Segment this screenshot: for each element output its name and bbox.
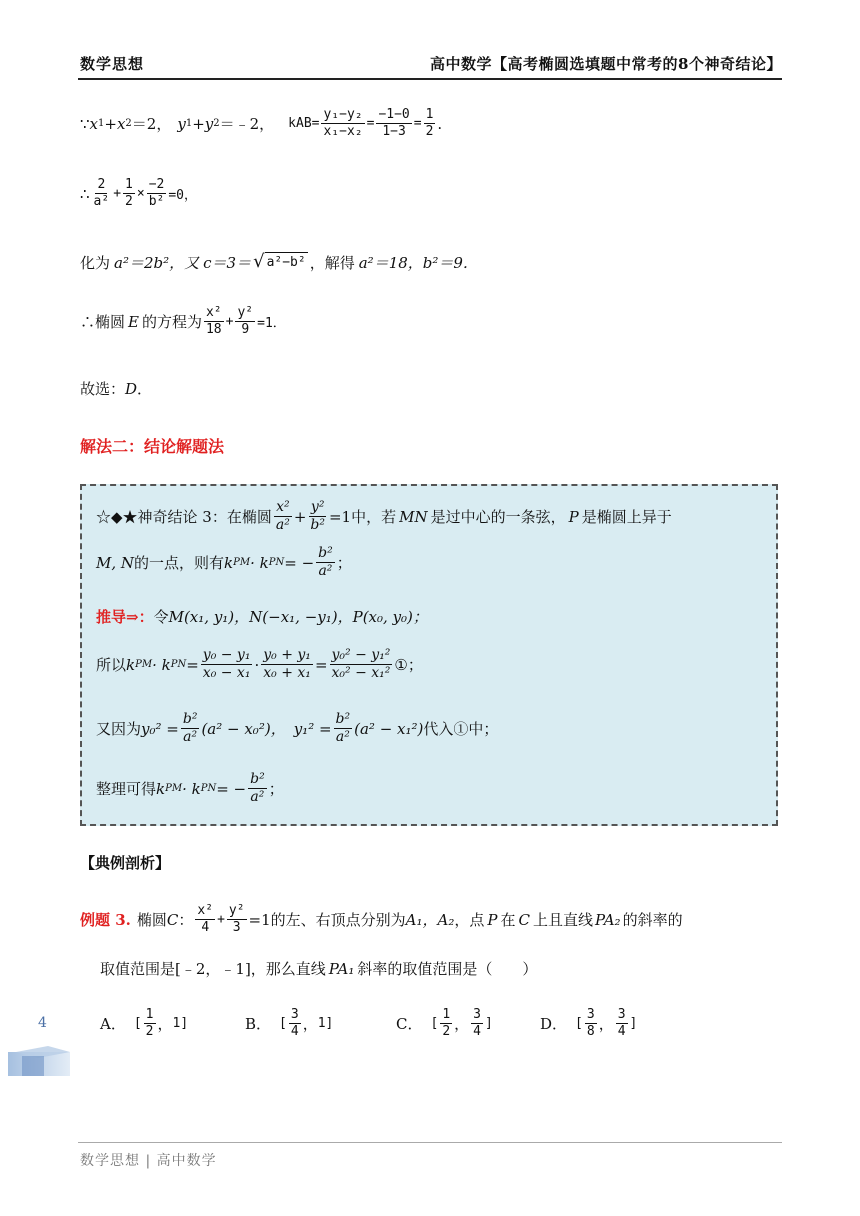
page-corner-decoration [8, 1046, 70, 1080]
solution-line-4: ∴椭圆 E 的方程为 $\frac{\text{x²}}{18}$ + $\frac{\text{y²}}{9}$ =1． [80, 305, 286, 338]
option-a[interactable]: A． [ $\frac{1}{2}$ ， 1 ] [100, 1007, 189, 1040]
option-c[interactable]: C． [ $\frac{1}{2}$ ， $\frac{3}{4}$ ] [396, 1007, 493, 1040]
solution-line-5: 故选： D ． [80, 379, 153, 398]
option-b[interactable]: B． [ $\frac{3}{4}$ ， 1 ] [245, 1007, 334, 1040]
box-row-6: 整理可得 k PM · k PN = − $\frac{\text{b²}}{\text{a²}}$ ； [96, 771, 284, 806]
sqrt-expression: √ a²−b² [253, 251, 306, 272]
because-symbol: ∵ [80, 114, 90, 133]
page-number: 4 [38, 1015, 47, 1031]
footer-divider [78, 1142, 782, 1143]
box-row-5: 又因为 y₀² = $\frac{\text{b²}}{\text{a²}}$ (a² − x₀²)， y₁² = $\frac{\text{b²}}{\text{a²}}$ (a² − x₁²) 代入①中； [96, 711, 499, 746]
footer-text: 数学思想 | 高中数学 [80, 1153, 217, 1169]
solution-line-3: 化为 a²＝2b²，又 c＝3＝ √ a²−b² ，解得 a²＝18，b²＝9． [80, 251, 478, 272]
header-left: 数学思想 [80, 55, 145, 73]
example-line-1: 例题 3. 椭圆 C ： $\frac{\text{x²}}{4}$ + $\frac{\text{y²}}{3}$ =1的左、右顶点分别为 A₁，A₂ ，点 P 在 C 上且直线 PA₂ 的斜率的 [80, 903, 683, 936]
box-row-1: ☆◆★神奇结论 3：在椭圆 $\frac{\text{x²}}{\text{a²}}$ + $\frac{\text{y²}}{\text{b²}}$ =1中，若 MN 是过中心的一条弦， P 是椭圆上异于 [96, 499, 672, 534]
box-row-2: M, N 的一点，则有 k PM · k PN = − $\frac{\text{b²}}{\text{a²}}$ ； [96, 545, 352, 580]
example-label: 例题 3. [80, 911, 131, 930]
header-right: 高中数学【高考椭圆选填题中常考的8个神奇结论】 [430, 55, 782, 73]
solution-line-2: ∴ $\frac{2}{\text{a²}}$ + $\frac{1}{2}$ × $\frac{-2}{\text{b²}}$ =0， [80, 177, 197, 210]
box-row-4: 所以 k PM · k PN = $\frac{\text{y₀ − y₁}}{\text{x₀ − x₁}}$ · $\frac{\text{y₀ + y₁}}{\text{x₀ + x₁}}$ = $\frac{\text{y₀² − y₁²}}{\text{x₀² − x₁²}}$ ①； [96, 647, 423, 682]
example-section-title: 【典例剖析】 [80, 854, 171, 872]
header-divider [78, 78, 782, 80]
fraction-slope: $\frac{\text{y₁−y₂}}{\text{x₁−x₂}}$ [323, 107, 363, 140]
solution-line-1: ∵ x 1 +x 2 ＝2， y 1 +y 2 ＝﹣2， k AB = $\frac{\text{y₁−y₂}}{\text{x₁−x₂}}$ = $\frac{-1-0}{1-3}$ = $\frac{1}{2}$ . [80, 107, 443, 140]
option-d[interactable]: D． [ $\frac{3}{8}$ ， $\frac{3}{4}$ ] [540, 1007, 638, 1040]
derivation-label: 推导⇒： [96, 608, 154, 626]
box-row-3: 推导⇒： 令 M(x₁, y₁)，N(−x₁, −y₁)，P(x₀, y₀)； [96, 608, 428, 626]
example-line-2: 取值范围是[﹣2，﹣1]，那么直线 PA₁ 斜率的取值范围是（ ） [100, 959, 538, 978]
method-two-title: 解法二：结论解题法 [80, 437, 225, 456]
conclusion-box [80, 484, 778, 826]
